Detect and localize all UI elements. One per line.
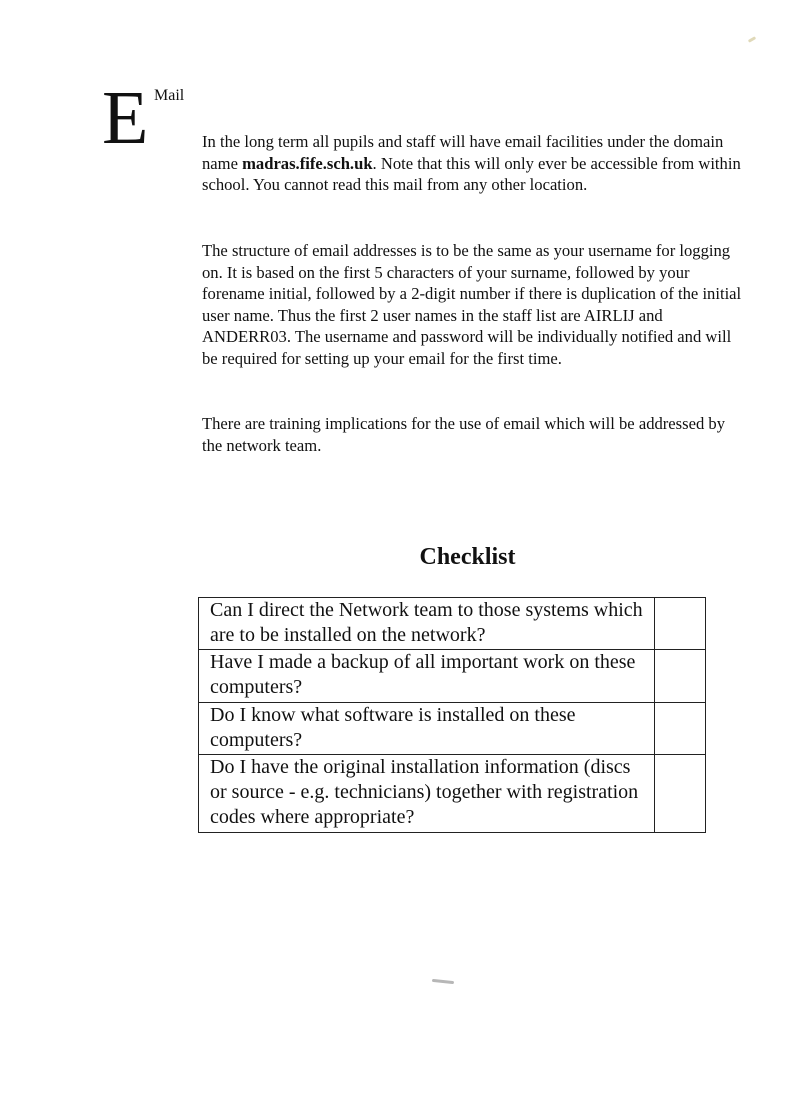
checklist-question: Can I direct the Network team to those systems which are to be installed on the network? (199, 598, 655, 650)
checklist-row (199, 650, 706, 703)
checklist-table (198, 597, 706, 833)
checklist-checkbox[interactable] (655, 755, 706, 833)
domain-name: madras.fife.sch.uk (242, 153, 373, 173)
checklist-checkbox[interactable] (655, 703, 706, 755)
checklist-row (199, 755, 706, 833)
paragraph-training: There are training implications for the use of email which will be addressed by the network team. (202, 414, 725, 455)
heading-rest: Mail (154, 87, 185, 104)
checklist-row (199, 598, 706, 650)
scan-speck (432, 979, 454, 984)
checklist-question: Do I know what software is installed on these computers? (199, 703, 655, 755)
p1-text-after: . Note that this will only ever be accessible from within school. You cannot read this mail from any other location. (202, 153, 741, 195)
checklist-question: Have I made a backup of all important work on these computers? (199, 650, 655, 703)
paragraph-address-structure: The structure of email addresses is to be the same as your username for logging on. It is based on the first 5 characters of your surname, followed by your forename initial, followed by a 2-digit number if there is duplication of the initial user name. Thus the first 2 user names in the staff list are AIRLIJ and ANDERR03. The username and password will be individually notified and will be required for setting up your email for the first time. (202, 241, 742, 368)
heading-initial: E (102, 76, 149, 160)
checklist-checkbox[interactable] (655, 650, 706, 703)
paragraph-email-facilities (202, 131, 742, 196)
checklist-checkbox[interactable] (655, 598, 706, 650)
checklist-question: Do I have the original installation information (discs or source - e.g. technicians) together with registration codes where appropriate? (199, 755, 655, 833)
scan-speck (748, 36, 756, 43)
p1-text-before: In the long term all pupils and staff will have email facilities under the domain name (202, 132, 724, 173)
checklist-row (199, 703, 706, 755)
checklist-title: Checklist (419, 544, 516, 570)
